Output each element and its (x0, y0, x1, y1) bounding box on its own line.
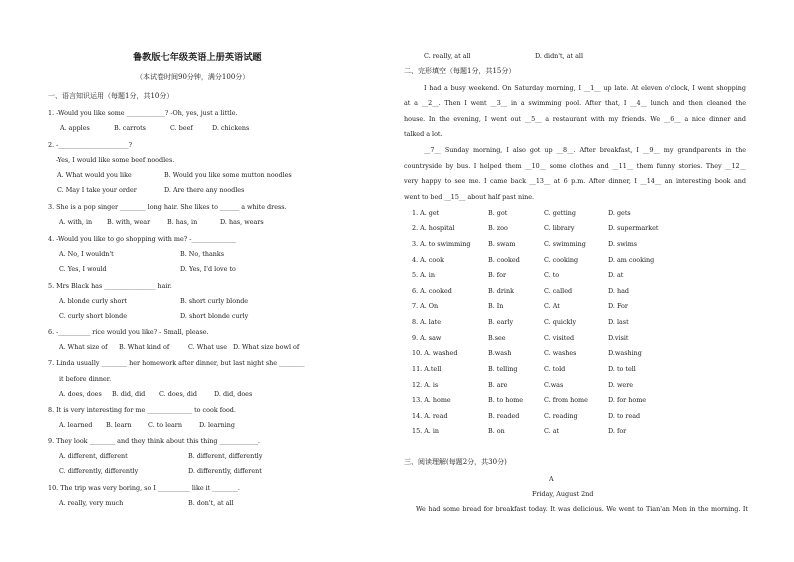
choice-7-d: D. For (608, 302, 628, 310)
choice-12-d: D. were (608, 381, 634, 389)
choice-2-b: B. zoo (488, 224, 508, 232)
choice-11-d: D. to tell (608, 365, 636, 373)
choice-13-b: B. to home (488, 396, 524, 404)
choice-7-a: 7. A. On (412, 302, 439, 310)
q2-option-b: B. Would you like some mutton noodles (164, 171, 292, 179)
choice-7-b: B. In (488, 302, 504, 310)
question-10: 10. The trip was very boring, so I __________ like it ________. (48, 484, 240, 492)
q5-option-d: D. short blonde curly (180, 312, 249, 320)
q8-option-a: A. learned (59, 421, 93, 429)
q9-option-d: D. differently, different (188, 467, 262, 475)
q6-option-c: C. What use (188, 343, 227, 351)
choice-5-b: B. for (488, 271, 507, 279)
q8-option-b: B. learn (106, 421, 132, 429)
q6-option-b: B. What kind of (119, 343, 170, 351)
choice-8-b: B. early (488, 318, 514, 326)
q5-option-c: C. curly short blonde (59, 312, 128, 320)
choice-4-c: C. cooking (544, 256, 579, 264)
question-2-reply: -Yes, I would like some beef noodles. (56, 156, 175, 164)
q2-option-c: C. May I take your order (57, 186, 137, 194)
q10-option-c: C. really, at all (424, 52, 471, 60)
section-2-heading: 二、完形填空（每题1分，共15分） (404, 67, 516, 75)
choice-9-c: C. visited (544, 334, 575, 342)
section-1-heading: 一、语言知识运用（每题1分，共10分） (48, 92, 174, 100)
choice-5-a: 5. A. in (412, 271, 435, 279)
choice-8-d: D. last (608, 318, 629, 326)
choice-15-a: 15. A. in (412, 427, 440, 435)
choice-15-b: B. on (488, 427, 505, 435)
q1-option-d: D. chickens (212, 124, 250, 132)
choice-3-b: B. swam (488, 240, 516, 248)
q10-option-b: B. don't, at all (188, 499, 234, 507)
choice-14-a: 14. A. read (412, 412, 448, 420)
passage-letter: A (549, 475, 554, 483)
q9-option-b: B. different, differently (188, 452, 263, 460)
choice-6-c: C. called (544, 287, 573, 295)
choice-10-b: B.wash (488, 349, 512, 357)
q2-option-d: D. Are there any noodles (164, 186, 245, 194)
cloze-line-3: house. In the evening, I went out __5__ a restaurant with my friends. We __6__ a nice dinner and (404, 115, 746, 123)
choice-12-a: 12. A. is (412, 381, 439, 389)
choice-10-a: 10. A. washed (412, 349, 458, 357)
choice-6-d: D. had (608, 287, 629, 295)
passage-date: Friday, August 2nd (532, 490, 594, 498)
q4-option-a: A. No, I wouldn't (59, 250, 114, 258)
q8-option-c: C. to learn (148, 421, 182, 429)
cloze-line-2: at a __2__. Then I went __3__ in a swimming pool. After that, I __4__ lunch and then cleaned the (404, 99, 746, 107)
q4-option-d: D. Yes, I'd love to (180, 265, 236, 273)
q6-option-a: A. What size of (59, 343, 108, 351)
choice-2-a: 2. A. hospital (412, 224, 455, 232)
choice-13-d: D. for home (608, 396, 647, 404)
cloze-line-7: very happy to see me. I came back __13__ at 6 p.m. After dinner, I __14__ an interesting book and (404, 177, 746, 185)
choice-14-b: B. readed (488, 412, 520, 420)
question-2: 2. -______________________? (48, 141, 133, 149)
q5-option-a: A. blonde curly short (59, 297, 127, 305)
q2-option-a: A. What would you like (57, 171, 132, 179)
choice-8-a: 8. A. late (412, 318, 442, 326)
choice-10-d: D.washing (608, 349, 642, 357)
q3-option-d: D. has, wears (220, 218, 264, 226)
q7-option-d: D. did, does (214, 390, 253, 398)
question-7-cont: it before dinner. (59, 375, 112, 383)
q7-option-c: C. does, did (159, 390, 198, 398)
reading-line-1: We had some bread for breakfast today. It was delicious. We went to Tian'an Men in the morning. It (416, 505, 748, 513)
q5-option-b: B. short curly blonde (180, 297, 249, 305)
choice-9-d: D.visit (608, 334, 629, 342)
exam-title: 鲁教版七年级英语上册英语试题 (133, 52, 262, 63)
q4-option-c: C. Yes, I would (59, 265, 107, 273)
choice-12-c: C.was (544, 381, 564, 389)
choice-4-a: 4. A. cook (412, 256, 444, 264)
choice-3-a: 3. A. to swimming (412, 240, 471, 248)
cloze-line-5: __7__ Sunday morning, I also got up __8__. After breakfast, I __9__ my grandparents in the (424, 146, 746, 154)
question-6: 6. -__________ rice would you like? - Small, please. (48, 328, 209, 336)
question-7: 7. Linda usually ________ her homework after dinner, but last night she ________ (48, 359, 305, 367)
choice-5-d: D. at (608, 271, 624, 279)
section-3-heading: 三、阅读理解(每题2分，共30分) (404, 458, 507, 466)
cloze-line-4: talked a lot. (404, 130, 443, 138)
question-8: 8. It is very interesting for me ______________ to cook food. (48, 406, 236, 414)
choice-6-b: B. drink (488, 287, 514, 295)
choice-8-c: C. quickly (544, 318, 577, 326)
q9-option-c: C. differently, differently (59, 467, 139, 475)
question-1: 1. -Would you like some ____________? -Oh, yes, just a little. (48, 109, 238, 117)
question-3: 3. She is a pop singer ________ long hair. She likes to ______ a white dress. (48, 203, 287, 211)
exam-subtitle: （本试卷时间90分钟，满分100分） (136, 73, 250, 81)
cloze-line-6: countryside by bus. I helped them __10__ some clothes and __11__ them funny stories. They __12__ (404, 162, 746, 170)
choice-13-a: 13. A. home (412, 396, 451, 404)
choice-2-d: D. supermarket (608, 224, 659, 232)
choice-1-c: C. getting (544, 209, 576, 217)
q1-option-c: C. beef (170, 124, 193, 132)
choice-15-c: C. at (544, 427, 560, 435)
choice-9-a: 9. A. saw (412, 334, 442, 342)
choice-7-c: C. At (544, 302, 560, 310)
q6-option-d: D. What size bowl of (233, 343, 300, 351)
q10-option-a: A. really, very much (59, 499, 124, 507)
choice-11-c: C. told (544, 365, 566, 373)
q3-option-a: A. with, in (59, 218, 93, 226)
question-4: 4. -Would you like to go shopping with me? -______________ (48, 235, 237, 243)
cloze-line-1: I had a busy weekend. On Saturday morning, I __1__ up late. At eleven o'clock, I went shopping (424, 84, 746, 92)
choice-3-c: C. swimming (544, 240, 586, 248)
choice-9-b: B.see (488, 334, 506, 342)
choice-5-c: C. to (544, 271, 560, 279)
q7-option-a: A. does, does (59, 390, 102, 398)
q10-option-d: D. didn't, at all (535, 52, 583, 60)
choice-1-b: B. got (488, 209, 508, 217)
q3-option-b: B. with, wear (107, 218, 151, 226)
choice-4-d: D. am cooking (608, 256, 655, 264)
choice-10-c: C. washes (544, 349, 577, 357)
cloze-line-8: went to bed __15__ about half past nine. (404, 193, 535, 201)
choice-14-c: C. reading (544, 412, 578, 420)
q9-option-a: A. different, different (59, 452, 128, 460)
q1-option-b: B. carrots (114, 124, 146, 132)
q3-option-c: B. has, in (167, 218, 198, 226)
choice-1-d: D. gets (608, 209, 631, 217)
choice-2-c: C. library (544, 224, 575, 232)
choice-11-a: 11. A.tell (412, 365, 442, 373)
choice-3-d: D. swims (608, 240, 638, 248)
question-5: 5. Mrs Black has ________________ hair. (48, 282, 172, 290)
q7-option-b: B. did, did (112, 390, 146, 398)
choice-14-d: D. to read (608, 412, 641, 420)
choice-15-d: D. for (608, 427, 627, 435)
q4-option-b: B. No, thanks (180, 250, 225, 258)
choice-1-a: 1. A. get (412, 209, 440, 217)
q1-option-a: A. apples (60, 124, 90, 132)
question-9: 9. They look ________ and they think about this thing ____________. (48, 437, 260, 445)
q8-option-d: D. learning (199, 421, 236, 429)
choice-12-b: B. are (488, 381, 508, 389)
choice-4-b: B. cooked (488, 256, 520, 264)
choice-11-b: B. telling (488, 365, 518, 373)
choice-6-a: 6. A. cooked (412, 287, 452, 295)
choice-13-c: C. from home (544, 396, 588, 404)
